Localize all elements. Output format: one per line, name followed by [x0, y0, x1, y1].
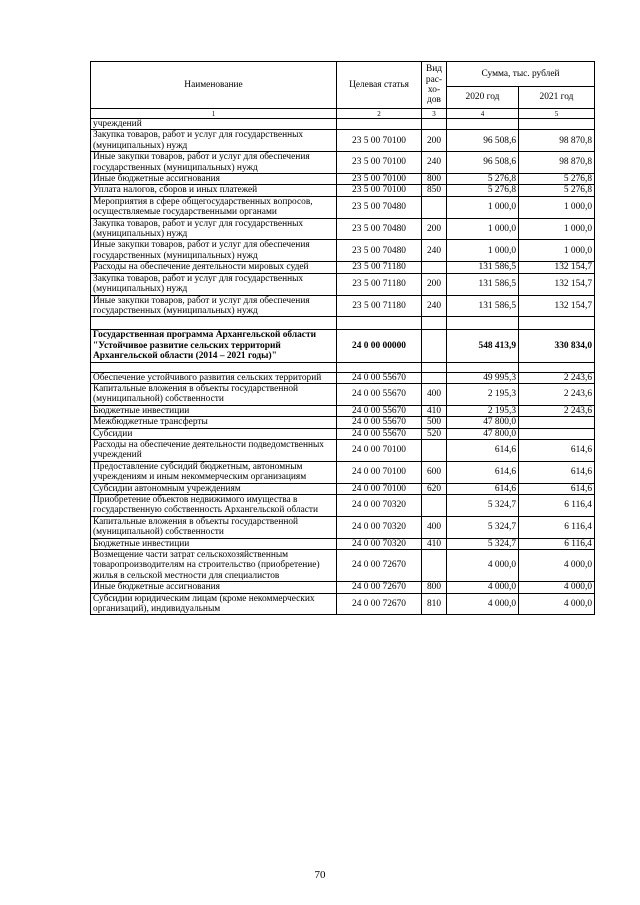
- program-kind: [422, 330, 447, 362]
- row-name: Иные закупки товаров, работ и услуг для обеспечения государственных (муниципальных) нужд: [91, 240, 337, 262]
- row-name: Субсидии: [91, 428, 337, 439]
- row-kind: [422, 550, 447, 582]
- table-header: [91, 62, 595, 119]
- row-sum-2021: 2 243,6: [519, 383, 595, 405]
- row-sum-2021: 132 154,7: [519, 273, 595, 295]
- table-row: [91, 240, 595, 262]
- row-sum-2020: 47 800,0: [447, 417, 519, 428]
- row-name: Иные бюджетные ассигнования: [91, 174, 337, 185]
- row-kind: 240: [422, 152, 447, 174]
- row-sum-2020: 4 000,0: [447, 593, 519, 615]
- row-sum-2020: 5 324,7: [447, 538, 519, 549]
- row-sum-2021: 5 276,8: [519, 174, 595, 185]
- table-row: [91, 417, 595, 428]
- row-code: 23 5 00 70100: [337, 152, 422, 174]
- table-row: [91, 483, 595, 494]
- row-sum-2020: 1 000,0: [447, 218, 519, 240]
- row-sum-2021: 132 154,7: [519, 295, 595, 317]
- row-name: Мероприятия в сфере общегосударственных вопросов, осуществляемые государственными органами: [91, 196, 337, 218]
- row-kind: 810: [422, 593, 447, 615]
- row-sum-2020: [447, 119, 519, 130]
- spacer-row: [91, 317, 595, 330]
- row-kind: 240: [422, 295, 447, 317]
- table-row: [91, 550, 595, 582]
- row-sum-2020: 1 000,0: [447, 196, 519, 218]
- row-code: 24 0 00 55670: [337, 405, 422, 416]
- row-code: 24 0 00 55670: [337, 383, 422, 405]
- row-kind: 600: [422, 461, 447, 483]
- row-kind: [422, 119, 447, 130]
- spacer-row: [91, 362, 595, 372]
- row-sum-2020: 47 800,0: [447, 428, 519, 439]
- column-number: 3: [422, 109, 447, 119]
- row-sum-2021: 4 000,0: [519, 593, 595, 615]
- row-sum-2021: [519, 417, 595, 428]
- row-code: 24 0 00 70100: [337, 439, 422, 461]
- row-code: 24 0 00 70100: [337, 461, 422, 483]
- row-kind: 200: [422, 273, 447, 295]
- row-code: 23 5 00 71180: [337, 262, 422, 273]
- table-row: [91, 218, 595, 240]
- program-name: Государственная программа Архангельской области "Устойчивое развитие сельских территорий Архангельской области (2014 – 2021 годы)": [91, 330, 337, 362]
- row-code: 23 5 00 70480: [337, 218, 422, 240]
- row-kind: 400: [422, 516, 447, 538]
- row-code: 23 5 00 71180: [337, 295, 422, 317]
- row-sum-2021: 1 000,0: [519, 196, 595, 218]
- row-sum-2021: 1 000,0: [519, 240, 595, 262]
- table-row: [91, 593, 595, 615]
- row-sum-2020: 5 276,8: [447, 185, 519, 196]
- header-year-2021: 2021 год: [519, 86, 595, 108]
- row-sum-2021: 614,6: [519, 483, 595, 494]
- row-name: Капитальные вложения в объекты государственной (муниципальной) собственности: [91, 516, 337, 538]
- row-kind: 400: [422, 383, 447, 405]
- table-row: [91, 174, 595, 185]
- row-sum-2020: 4 000,0: [447, 582, 519, 593]
- table-row: [91, 185, 595, 196]
- row-code: 24 0 00 70320: [337, 495, 422, 517]
- header-expense-kind: Вид рас-хо-дов: [422, 62, 447, 109]
- table-row: [91, 495, 595, 517]
- row-sum-2021: 614,6: [519, 439, 595, 461]
- row-name: Расходы на обеспечение деятельности мировых судей: [91, 262, 337, 273]
- row-name: Бюджетные инвестиции: [91, 405, 337, 416]
- row-sum-2020: 131 586,5: [447, 295, 519, 317]
- row-kind: 850: [422, 185, 447, 196]
- program-sum-2021: 330 834,0: [519, 330, 595, 362]
- table-row: [91, 152, 595, 174]
- row-name: учреждений: [91, 119, 337, 130]
- column-number: 1: [91, 109, 337, 119]
- row-sum-2021: 6 116,4: [519, 495, 595, 517]
- row-kind: 520: [422, 428, 447, 439]
- row-sum-2020: 614,6: [447, 439, 519, 461]
- program-row: [91, 330, 595, 362]
- row-kind: 200: [422, 218, 447, 240]
- row-sum-2021: [519, 428, 595, 439]
- table-row: [91, 119, 595, 130]
- table-row: [91, 273, 595, 295]
- table-row: [91, 383, 595, 405]
- row-name: Иные бюджетные ассигнования: [91, 582, 337, 593]
- row-kind: [422, 495, 447, 517]
- row-kind: 800: [422, 174, 447, 185]
- row-sum-2021: 132 154,7: [519, 262, 595, 273]
- row-code: 23 5 00 70480: [337, 196, 422, 218]
- header-name: Наименование: [91, 62, 337, 109]
- header-sum: Сумма, тыс. рублей: [447, 62, 595, 87]
- row-sum-2021: 2 243,6: [519, 405, 595, 416]
- row-name: Приобретение объектов недвижимого имущества в государственную собственность Архангельской области: [91, 495, 337, 517]
- row-code: 24 0 00 55670: [337, 428, 422, 439]
- table-row: [91, 405, 595, 416]
- row-name: Бюджетные инвестиции: [91, 538, 337, 549]
- table-row: [91, 262, 595, 273]
- row-name: Капитальные вложения в объекты государственной (муниципальной) собственности: [91, 383, 337, 405]
- row-name: Межбюджетные трансферты: [91, 417, 337, 428]
- row-sum-2021: 1 000,0: [519, 218, 595, 240]
- row-kind: 410: [422, 405, 447, 416]
- table-row: [91, 516, 595, 538]
- row-sum-2020: 614,6: [447, 461, 519, 483]
- header-year-2020: 2020 год: [447, 86, 519, 108]
- row-code: 24 0 00 70100: [337, 483, 422, 494]
- row-sum-2021: 98 870,8: [519, 152, 595, 174]
- table-row: [91, 372, 595, 383]
- row-kind: [422, 196, 447, 218]
- column-numbers-row: [91, 109, 595, 119]
- row-sum-2020: 614,6: [447, 483, 519, 494]
- table-row: [91, 130, 595, 152]
- page-number: 70: [314, 869, 326, 881]
- row-sum-2020: 1 000,0: [447, 240, 519, 262]
- table-row: [91, 439, 595, 461]
- row-code: 23 5 00 70100: [337, 130, 422, 152]
- row-code: 24 0 00 72670: [337, 550, 422, 582]
- row-sum-2021: 98 870,8: [519, 130, 595, 152]
- row-name: Иные закупки товаров, работ и услуг для обеспечения государственных (муниципальных) нужд: [91, 152, 337, 174]
- row-sum-2020: 5 276,8: [447, 174, 519, 185]
- row-sum-2020: 49 995,3: [447, 372, 519, 383]
- program-code: 24 0 00 00000: [337, 330, 422, 362]
- row-name: Предоставление субсидий бюджетным, автономным учреждениям и иным некоммерческим организациям: [91, 461, 337, 483]
- row-sum-2020: 96 508,6: [447, 130, 519, 152]
- table-row: [91, 538, 595, 549]
- row-code: [337, 119, 422, 130]
- row-name: Иные закупки товаров, работ и услуг для обеспечения государственных (муниципальных) нужд: [91, 295, 337, 317]
- row-sum-2020: 5 324,7: [447, 495, 519, 517]
- row-sum-2021: 4 000,0: [519, 550, 595, 582]
- table-row: [91, 461, 595, 483]
- row-code: 23 5 00 70100: [337, 174, 422, 185]
- row-code: 24 0 00 72670: [337, 582, 422, 593]
- row-kind: 620: [422, 483, 447, 494]
- row-sum-2020: 2 195,3: [447, 405, 519, 416]
- row-code: 23 5 00 70100: [337, 185, 422, 196]
- row-code: 24 0 00 70320: [337, 516, 422, 538]
- column-number: 5: [519, 109, 595, 119]
- row-sum-2021: [519, 119, 595, 130]
- row-name: Субсидии юридическим лицам (кроме некоммерческих организаций), индивидуальным: [91, 593, 337, 615]
- column-number: 2: [337, 109, 422, 119]
- row-code: 24 0 00 70320: [337, 538, 422, 549]
- row-code: 23 5 00 71180: [337, 273, 422, 295]
- row-kind: 240: [422, 240, 447, 262]
- row-name: Возмещение части затрат сельскохозяйственным товаропроизводителям на строительство (приобретение) жилья в сельской местности для специалистов: [91, 550, 337, 582]
- budget-table: [90, 61, 595, 615]
- row-name: Расходы на обеспечение деятельности подведомственных учреждений: [91, 439, 337, 461]
- row-sum-2021: 5 276,8: [519, 185, 595, 196]
- row-sum-2021: 6 116,4: [519, 516, 595, 538]
- row-code: 24 0 00 55670: [337, 417, 422, 428]
- row-sum-2020: 2 195,3: [447, 383, 519, 405]
- table-row: [91, 582, 595, 593]
- column-number: 4: [447, 109, 519, 119]
- row-kind: [422, 372, 447, 383]
- row-sum-2020: 5 324,7: [447, 516, 519, 538]
- row-kind: 500: [422, 417, 447, 428]
- row-name: Закупка товаров, работ и услуг для государственных (муниципальных) нужд: [91, 273, 337, 295]
- row-sum-2020: 4 000,0: [447, 550, 519, 582]
- row-name: Закупка товаров, работ и услуг для государственных (муниципальных) нужд: [91, 218, 337, 240]
- row-name: Обеспечение устойчивого развития сельских территорий: [91, 372, 337, 383]
- row-code: 23 5 00 70480: [337, 240, 422, 262]
- table-row: [91, 428, 595, 439]
- row-name: Уплата налогов, сборов и иных платежей: [91, 185, 337, 196]
- row-code: 24 0 00 72670: [337, 593, 422, 615]
- row-name: Закупка товаров, работ и услуг для государственных (муниципальных) нужд: [91, 130, 337, 152]
- header-target-article: Целевая статья: [337, 62, 422, 109]
- row-sum-2020: 131 586,5: [447, 273, 519, 295]
- row-sum-2021: 614,6: [519, 461, 595, 483]
- row-kind: [422, 439, 447, 461]
- row-kind: 410: [422, 538, 447, 549]
- row-name: Субсидии автономным учреждениям: [91, 483, 337, 494]
- row-kind: 800: [422, 582, 447, 593]
- row-kind: [422, 262, 447, 273]
- table-body: [91, 119, 595, 615]
- row-kind: 200: [422, 130, 447, 152]
- row-sum-2020: 96 508,6: [447, 152, 519, 174]
- row-sum-2020: 131 586,5: [447, 262, 519, 273]
- row-code: 24 0 00 55670: [337, 372, 422, 383]
- row-sum-2021: 2 243,6: [519, 372, 595, 383]
- row-sum-2021: 4 000,0: [519, 582, 595, 593]
- table-row: [91, 295, 595, 317]
- program-sum-2020: 548 413,9: [447, 330, 519, 362]
- table-row: [91, 196, 595, 218]
- row-sum-2021: 6 116,4: [519, 538, 595, 549]
